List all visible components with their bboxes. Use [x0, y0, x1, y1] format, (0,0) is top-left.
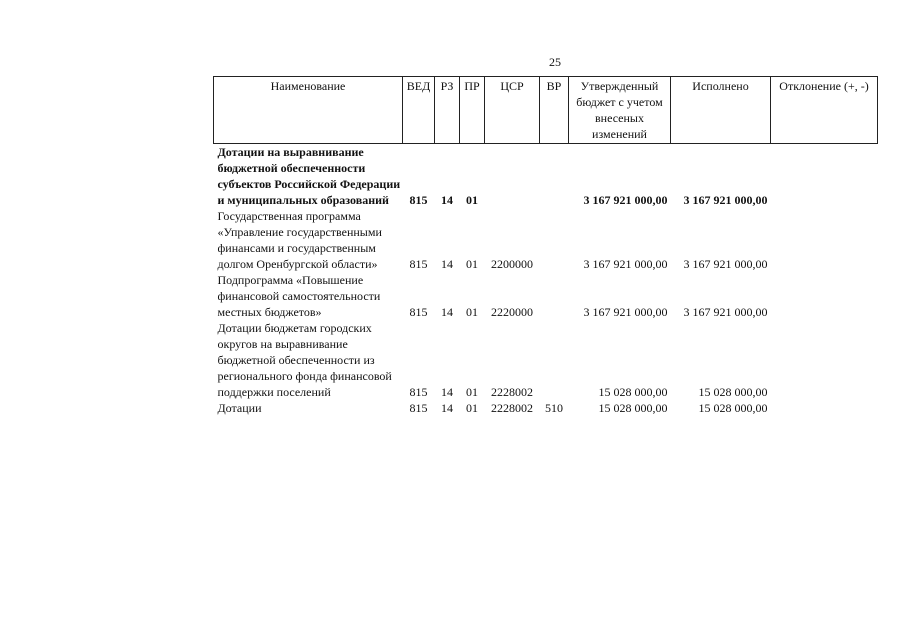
row-pr: 01 — [466, 193, 478, 207]
row-rz: 14 — [441, 385, 453, 399]
header-executed: Исполнено — [671, 77, 771, 144]
row-ved: 815 — [409, 193, 428, 207]
row-executed: 15 028 000,00 — [698, 385, 768, 399]
table-header — [214, 77, 878, 144]
row-ved: 815 — [409, 305, 428, 319]
row-pr: 01 — [466, 385, 478, 399]
table-row — [214, 272, 878, 320]
row-vr — [540, 208, 569, 272]
row-pr: 01 — [466, 257, 478, 271]
row-deviation — [771, 144, 878, 209]
row-approved: 3 167 921 000,00 — [583, 305, 668, 319]
row-executed: 15 028 000,00 — [698, 401, 768, 415]
row-approved: 3 167 921 000,00 — [583, 257, 668, 271]
table-row — [214, 400, 878, 416]
row-deviation — [771, 320, 878, 400]
header-deviation: Отклонение (+, -) — [771, 77, 878, 144]
page-number: 25 — [549, 55, 561, 69]
row-approved: 3 167 921 000,00 — [583, 193, 668, 207]
row-ved: 815 — [409, 385, 428, 399]
row-rz: 14 — [441, 305, 453, 319]
row-approved: 15 028 000,00 — [598, 385, 668, 399]
table-row — [214, 320, 878, 400]
row-rz: 14 — [441, 401, 453, 415]
row-pr: 01 — [466, 401, 478, 415]
row-csr: 2228002 — [491, 385, 533, 399]
row-executed: 3 167 921 000,00 — [683, 257, 768, 271]
header-approved: Утвержденный бюджет с учетом внесеных изменений — [569, 77, 671, 144]
row-name: Дотации на выравнивание бюджетной обеспеченности субъектов Российской Федерации и муниципальных образований — [217, 145, 401, 207]
row-vr — [540, 272, 569, 320]
header-name: Наименование — [214, 77, 403, 144]
row-pr: 01 — [466, 305, 478, 319]
header-pr: ПР — [460, 77, 485, 144]
row-name: Государственная программа «Управление государственными финансами и государственным долгом Оренбургской области» — [217, 209, 382, 271]
row-vr: 510 — [545, 401, 563, 415]
row-ved: 815 — [409, 401, 428, 415]
row-deviation — [771, 272, 878, 320]
row-csr: 2228002 — [491, 401, 533, 415]
row-approved: 15 028 000,00 — [598, 401, 668, 415]
row-vr — [540, 144, 569, 209]
header-ved: ВЕД — [403, 77, 435, 144]
row-rz: 14 — [441, 193, 453, 207]
row-executed: 3 167 921 000,00 — [683, 193, 768, 207]
header-csr: ЦСР — [485, 77, 540, 144]
row-ved: 815 — [409, 257, 428, 271]
row-vr — [540, 320, 569, 400]
row-name: Подпрограмма «Повышение финансовой самостоятельности местных бюджетов» — [217, 273, 381, 319]
table-row — [214, 208, 878, 272]
row-name: Дотации — [217, 401, 262, 415]
header-rz: РЗ — [435, 77, 460, 144]
row-csr: 2220000 — [491, 305, 533, 319]
row-rz: 14 — [441, 257, 453, 271]
table-row — [214, 144, 878, 209]
row-csr — [485, 144, 540, 209]
header-vr: ВР — [540, 77, 569, 144]
row-deviation — [771, 208, 878, 272]
table-body — [214, 144, 878, 417]
budget-execution-table — [213, 76, 878, 416]
row-name: Дотации бюджетам городских округов на выравнивание бюджетной обеспеченности из регионального фонда финансовой поддержки поселений — [217, 321, 392, 399]
row-executed: 3 167 921 000,00 — [683, 305, 768, 319]
row-deviation — [771, 400, 878, 416]
row-csr: 2200000 — [491, 257, 533, 271]
